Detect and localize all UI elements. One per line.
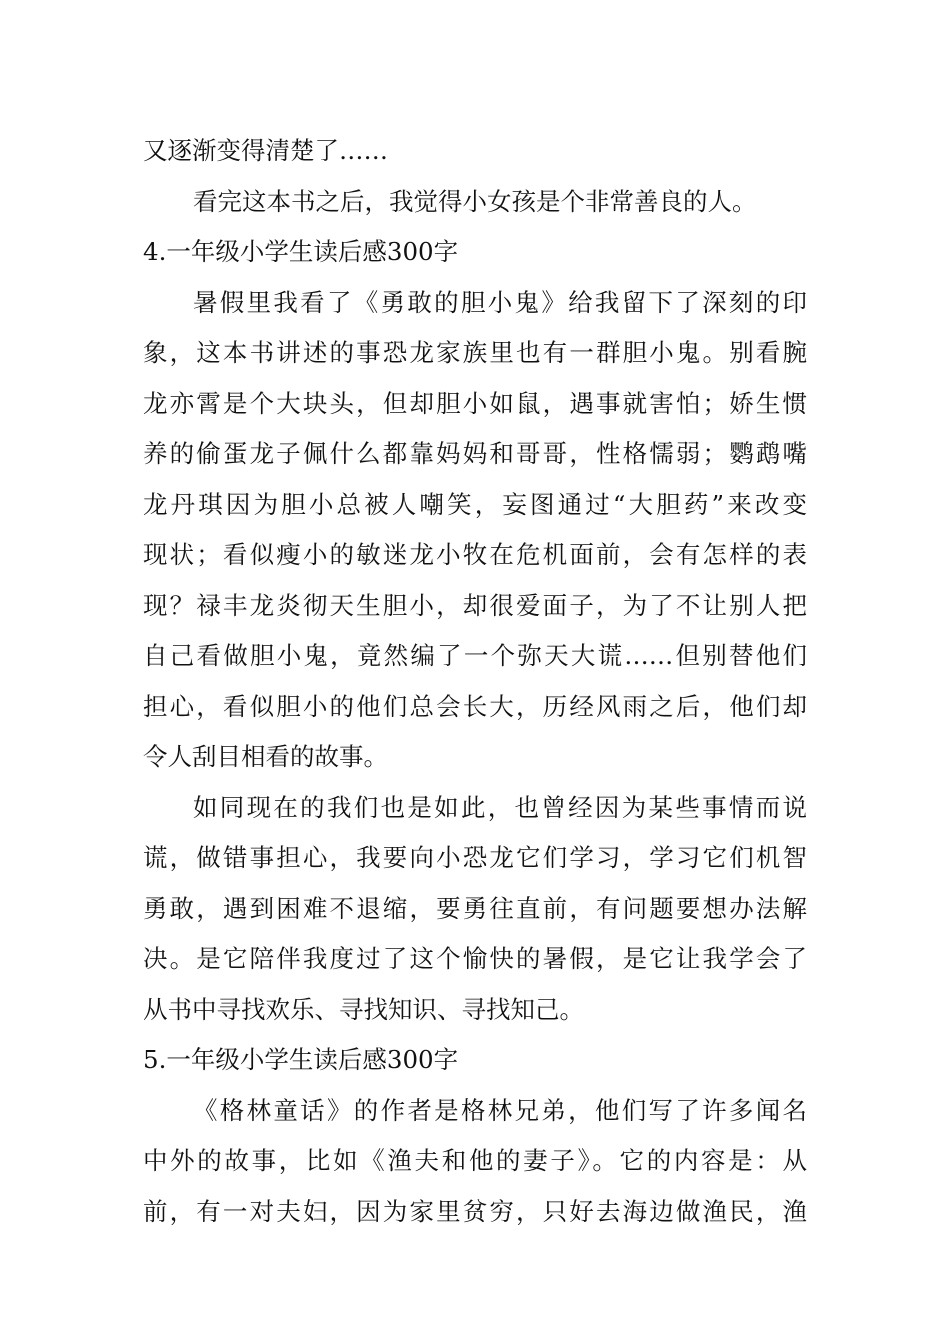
document-page — [143, 126, 807, 1237]
paragraph-line: 前，有一对夫妇，因为家里贫穷，只好去海边做渔民，渔 — [143, 1196, 807, 1226]
paragraph-line: 又逐渐变得清楚了…… — [143, 136, 388, 165]
paragraph-line: 如同现在的我们也是如此，也曾经因为某些事情而说 — [193, 792, 807, 822]
paragraph-line: 从书中寻找欢乐、寻找知识、寻找知己。 — [143, 994, 584, 1024]
paragraph — [143, 278, 807, 783]
paragraph-line: 《格林童话》的作者是格林兄弟，他们写了许多闻名 — [193, 1095, 807, 1125]
section-heading: 4.一年级小学生读后感300字 — [143, 237, 459, 266]
paragraph-line: 谎，做错事担心，我要向小恐龙它们学习，学习它们机智 — [143, 843, 807, 872]
paragraph — [143, 783, 807, 1036]
paragraph-line: 现？禄丰龙炎彻天生胆小，却很爱面子，为了不让别人把 — [143, 590, 807, 620]
paragraph — [143, 1086, 807, 1238]
paragraph — [143, 177, 807, 228]
paragraph-line: 龙丹琪因为胆小总被人嘲笑，妄图通过“大胆药”来改变 — [143, 489, 807, 519]
paragraph-line: 现状；看似瘦小的敏迷龙小牧在危机面前，会有怎样的表 — [143, 540, 807, 569]
paragraph-line: 养的偷蛋龙子佩什么都靠妈妈和哥哥，性格懦弱；鹦鹉嘴 — [143, 439, 807, 468]
paragraph-line: 暑假里我看了《勇敢的胆小鬼》给我留下了深刻的印 — [193, 287, 807, 317]
paragraph-line: 中外的故事，比如《渔夫和他的妻子》。它的内容是：从 — [143, 1146, 807, 1175]
paragraph — [143, 126, 807, 177]
paragraph-line: 看完这本书之后，我觉得小女孩是个非常善良的人。 — [193, 186, 757, 216]
paragraph-line: 象，这本书讲述的事恐龙家族里也有一群胆小鬼。别看腕 — [143, 338, 807, 367]
section-heading: 5.一年级小学生读后感300字 — [143, 1045, 459, 1074]
paragraph-line: 令人刮目相看的故事。 — [143, 742, 388, 771]
paragraph-line: 龙亦霄是个大块头，但却胆小如鼠，遇事就害怕；娇生惯 — [143, 388, 807, 418]
paragraph-line: 担心，看似胆小的他们总会长大，历经风雨之后，他们却 — [143, 691, 807, 721]
paragraph-line: 决。是它陪伴我度过了这个愉快的暑假，是它让我学会了 — [143, 944, 807, 973]
paragraph-line: 自己看做胆小鬼，竟然编了一个弥天大谎……但别替他们 — [143, 641, 807, 670]
paragraph-line: 勇敢，遇到困难不退缩，要勇往直前，有问题要想办法解 — [143, 893, 807, 923]
